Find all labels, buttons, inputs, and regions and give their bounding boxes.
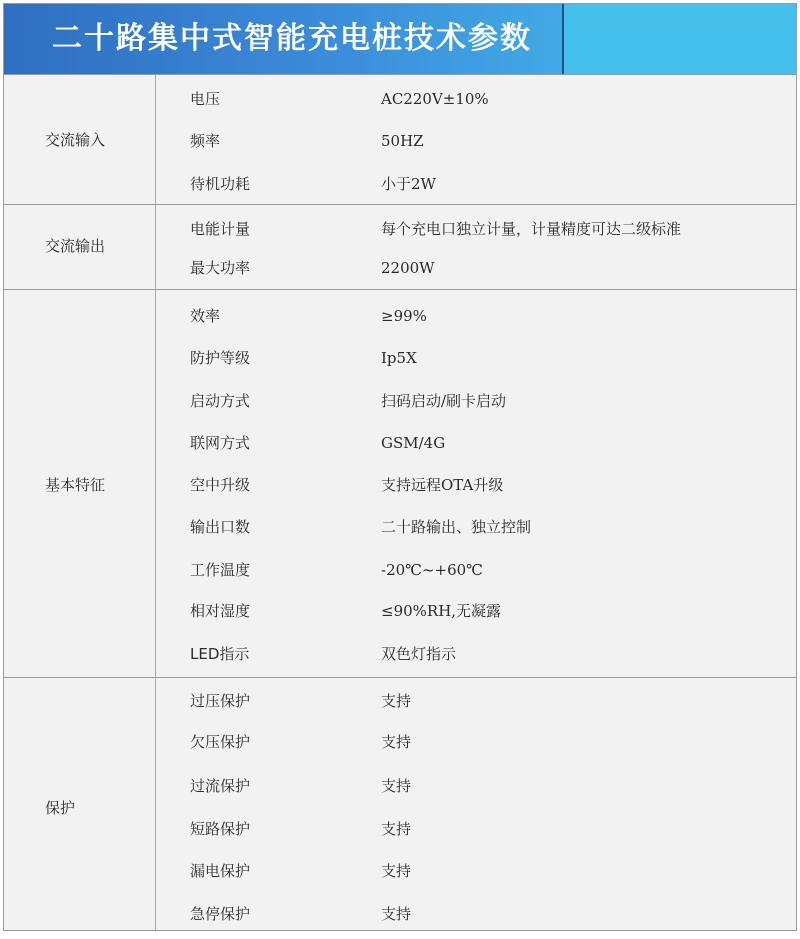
spec-name: 相对湿度 [190,602,251,620]
title-band [4,4,564,74]
spec-name: 电压 [190,90,221,108]
spec-name: 效率 [190,307,221,325]
section-ac-output [4,205,796,290]
spec-value: 支持远程OTA升级 [381,476,504,494]
section-ac-input [4,75,796,205]
spec-row [4,512,796,542]
spec-value: Ip5X [381,349,417,367]
spec-row [4,771,796,801]
spec-value: 支持 [381,733,412,751]
spec-row [4,596,796,626]
header-bar [4,4,796,75]
spec-row [4,727,796,757]
spec-name: LED指示 [190,645,250,663]
spec-row [4,814,796,844]
page-title: 二十路集中式智能充电桩技术参数 [52,21,532,56]
spec-value: 支持 [381,820,412,838]
section-label: 保护 [45,799,76,817]
section-basic-features [4,290,796,678]
spec-value: GSM/4G [381,434,446,452]
spec-value: 2200W [381,259,435,277]
spec-row [4,169,796,199]
spec-row [4,470,796,500]
spec-name: 最大功率 [190,259,251,277]
spec-value: 支持 [381,692,412,710]
spec-name: 短路保护 [190,820,251,838]
spec-value: 双色灯指示 [381,645,457,663]
spec-name: 过压保护 [190,692,251,710]
spec-name: 工作温度 [190,561,251,579]
spec-name: 待机功耗 [190,175,251,193]
spec-name: 输出口数 [190,518,251,536]
spec-row [4,253,796,283]
spec-row [4,301,796,331]
spec-name: 频率 [190,132,221,150]
spec-row [4,214,796,244]
section-label: 交流输出 [45,237,106,255]
spec-row [4,899,796,929]
spec-name: 漏电保护 [190,862,251,880]
spec-value: ≤90%RH,无凝露 [381,602,502,620]
spec-sheet [3,3,797,931]
spec-value: 小于2W [381,175,436,193]
spec-row [4,555,796,585]
spec-row [4,639,796,669]
spec-name: 急停保护 [190,905,251,923]
spec-row [4,428,796,458]
spec-row [4,126,796,156]
spec-row [4,686,796,716]
spec-value: AC220V±10% [381,90,489,108]
section-label: 基本特征 [45,476,106,494]
spec-value: 支持 [381,777,412,795]
spec-value: -20℃~+60℃ [381,561,483,579]
spec-value: 每个充电口独立计量，计量精度可达二级标准 [381,220,682,238]
spec-name: 空中升级 [190,476,251,494]
spec-value: 支持 [381,905,412,923]
spec-value: ≥99% [381,307,427,325]
spec-row [4,856,796,886]
section-protection [4,678,796,930]
spec-name: 欠压保护 [190,733,251,751]
spec-value: 50HZ [381,132,424,150]
spec-name: 防护等级 [190,349,251,367]
spec-row [4,343,796,373]
spec-name: 过流保护 [190,777,251,795]
spec-name: 启动方式 [190,392,251,410]
spec-row [4,386,796,416]
spec-row [4,84,796,114]
spec-name: 电能计量 [190,220,251,238]
section-label: 交流输入 [45,131,106,149]
spec-value: 扫码启动/刷卡启动 [381,392,507,410]
spec-name: 联网方式 [190,434,251,452]
spec-value: 支持 [381,862,412,880]
spec-value: 二十路输出、独立控制 [381,518,532,536]
